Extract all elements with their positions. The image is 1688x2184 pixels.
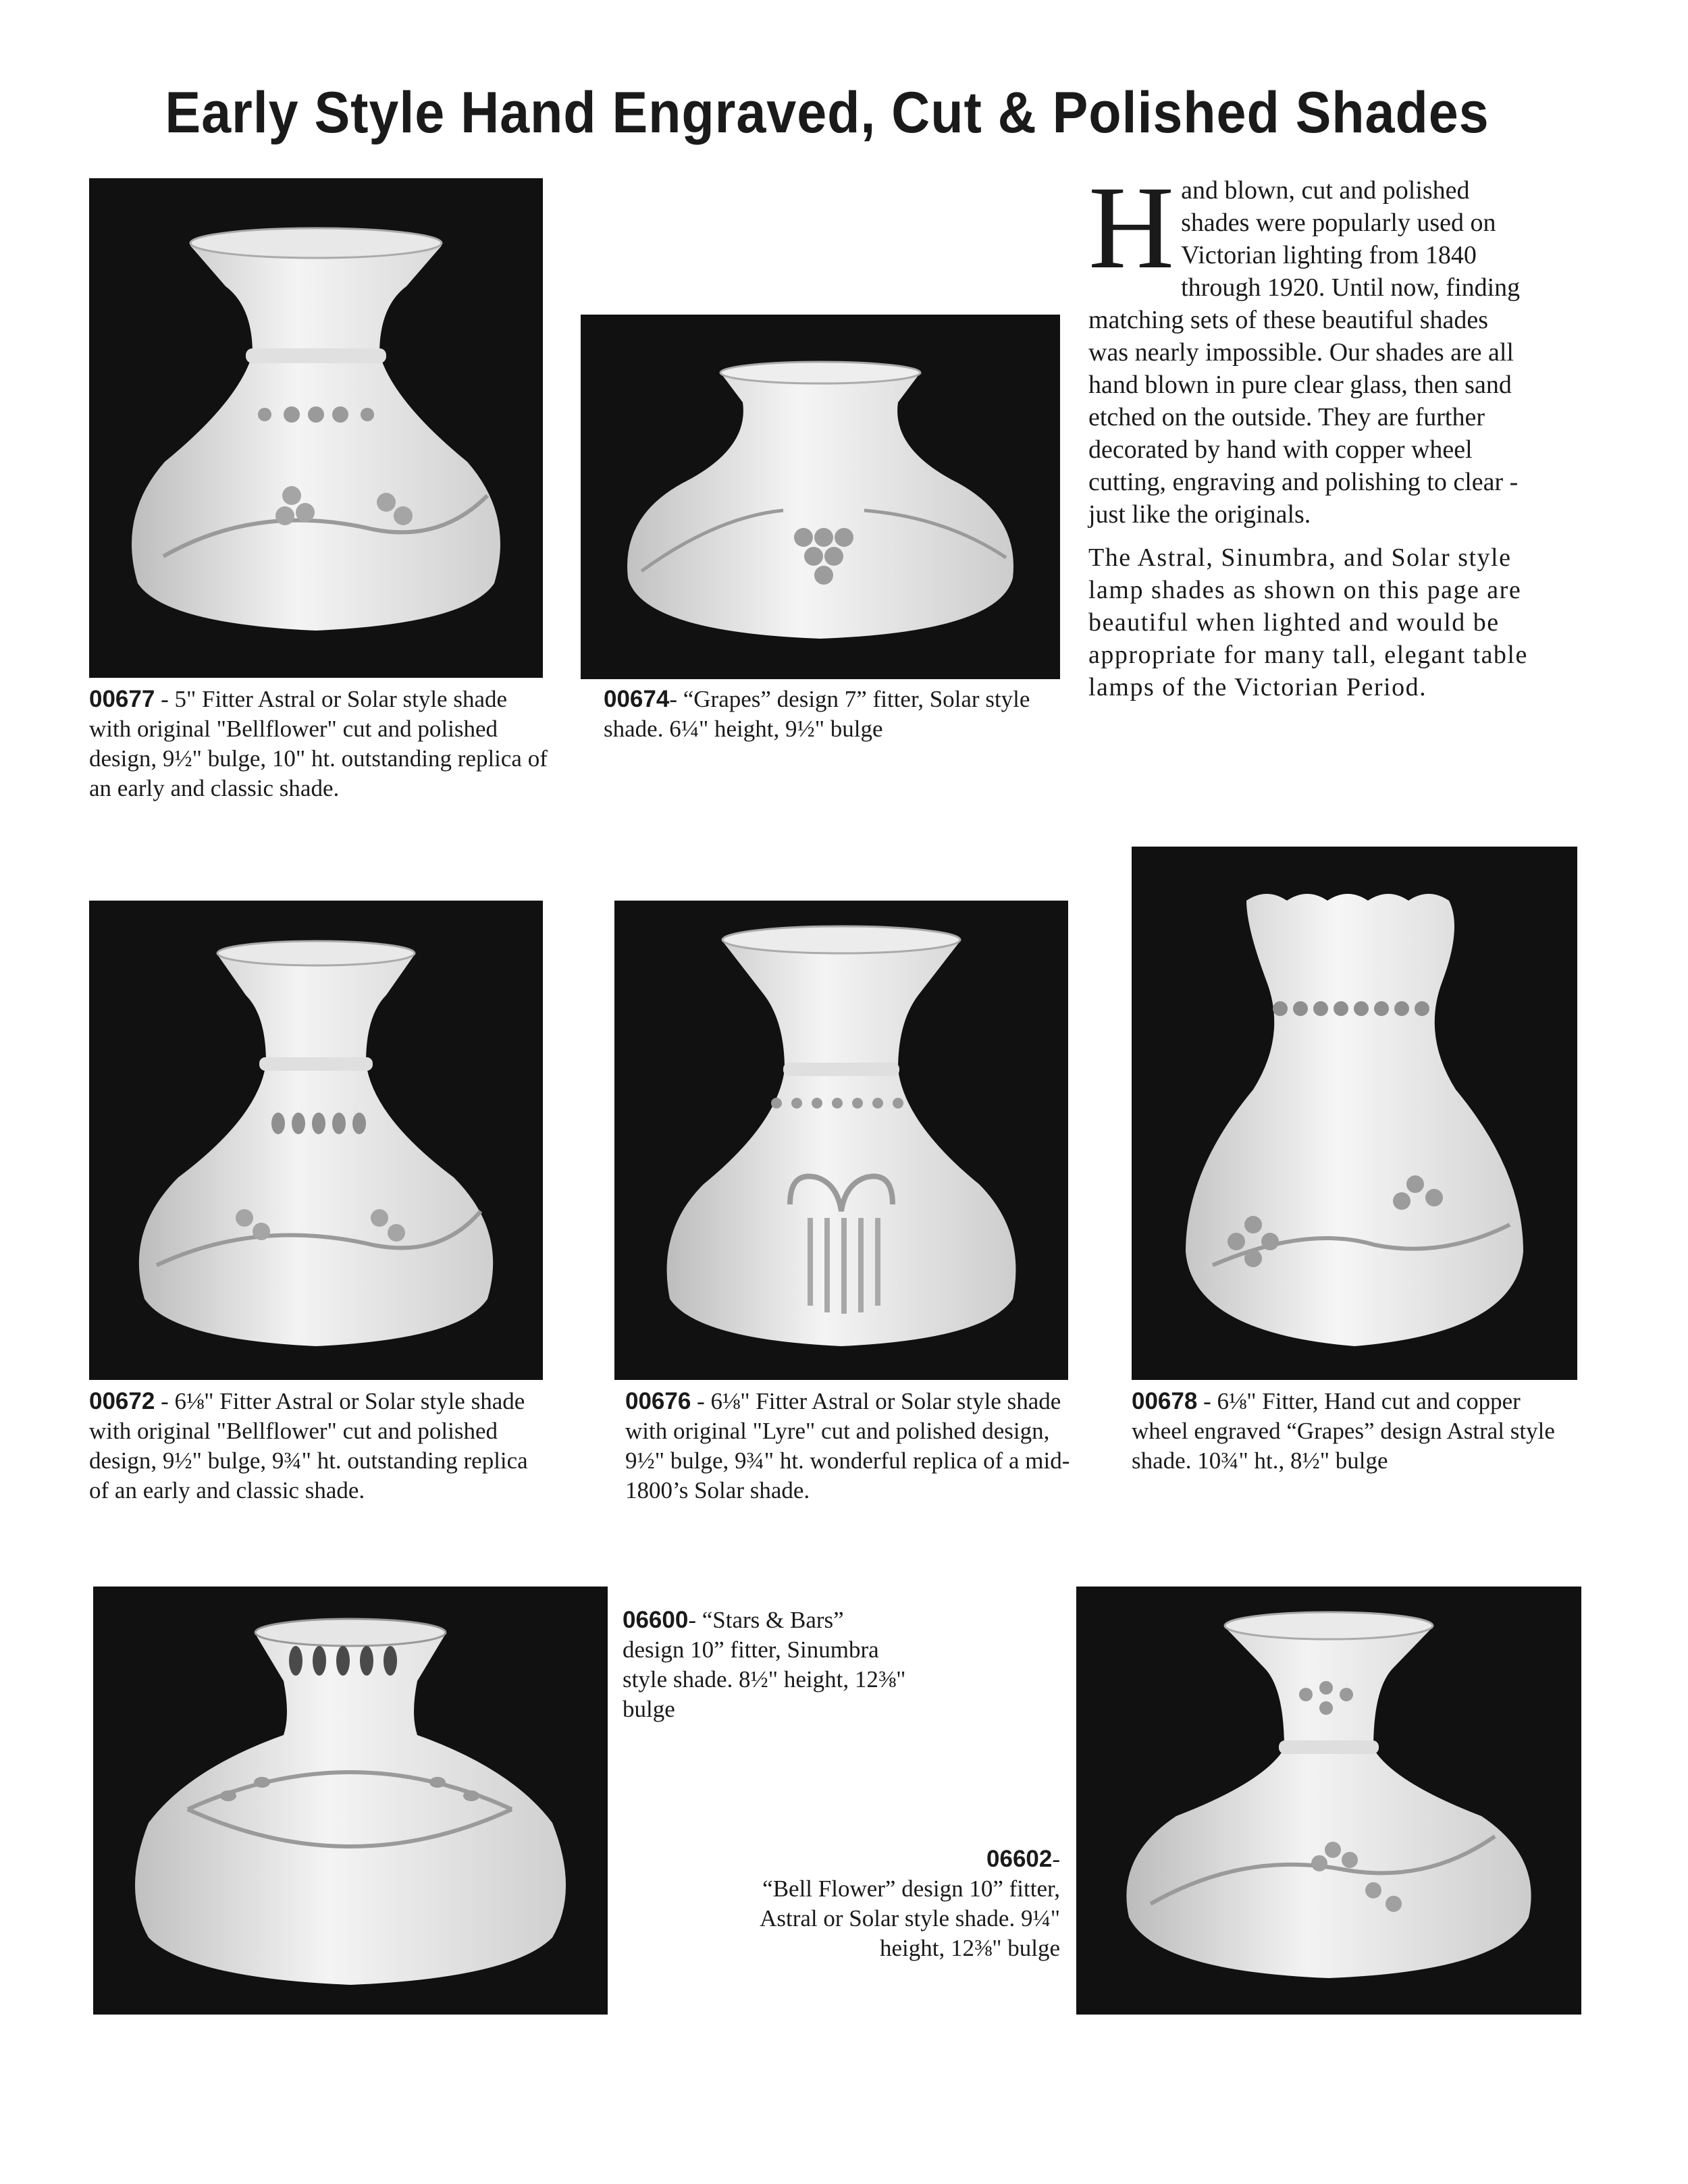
shade-photo-00676 (614, 901, 1068, 1380)
shade-image (581, 315, 1060, 679)
intro-paragraph-2: The Astral, Sinumbra, and Solar style lamp shades as shown on this page are beautiful when lighted and would be appropriate for many tall, elegant table lamps of the Victorian Period. (1088, 543, 1528, 701)
caption-06600 (623, 1605, 906, 1724)
product-description: - “Stars & Bars” design 10” fitter, Sinumbra style shade. 8½" height, 12⅜" bulge (623, 1607, 906, 1722)
product-code: 00677 (89, 686, 155, 712)
shade-image (1132, 847, 1577, 1380)
shade-photo-06600 (93, 1587, 608, 2015)
shade-photo-00678 (1132, 847, 1577, 1380)
product-description: - “Grapes” design 7” fitter, Solar style shade. 6¼" height, 9½" bulge (604, 686, 1030, 742)
intro-text (1088, 162, 1534, 714)
product-code: 00672 (89, 1388, 155, 1414)
caption-00676 (625, 1387, 1084, 1506)
product-code: 00676 (625, 1388, 691, 1414)
shade-photo-00677 (89, 178, 543, 678)
shade-image (93, 1587, 608, 2015)
shade-photo-00674 (581, 315, 1060, 679)
caption-00672 (89, 1387, 548, 1506)
product-code: 00678 (1132, 1388, 1198, 1414)
product-code: 06600 (623, 1607, 689, 1633)
caption-00677 (89, 685, 548, 803)
shade-image (89, 901, 543, 1380)
product-description: - 6⅛" Fitter, Hand cut and copper wheel engraved “Grapes” design Astral style shade. 10¾" ht., 8½" bulge (1132, 1388, 1555, 1474)
page-title: Early Style Hand Engraved, Cut & Polished Shades (165, 80, 1489, 145)
product-description: “Bell Flower” design 10” fitter, Astral or Solar style shade. 9¼" height, 12⅜" bulge (760, 1875, 1060, 1961)
caption-06602 (702, 1844, 1060, 1963)
product-description: - 5" Fitter Astral or Solar style shade with original "Bellflower" cut and polished design, 9½" bulge, 10" ht. outstanding replica of an early and classic shade. (89, 686, 548, 801)
shade-image (89, 178, 543, 678)
product-code-suffix: - (1052, 1846, 1060, 1872)
product-code: 00674 (604, 686, 670, 712)
product-description: - 6⅛" Fitter Astral or Solar style shade with original "Bellflower" cut and polished design, 9½" bulge, 9¾" ht. outstanding replica of an early and classic shade. (89, 1388, 528, 1503)
product-description: - 6⅛" Fitter Astral or Solar style shade with original "Lyre" cut and polished design, 9½" bulge, 9¾" ht. wonderful replica of a mid-1800’s Solar shade. (625, 1388, 1070, 1503)
caption-00678 (1132, 1387, 1564, 1476)
caption-00674 (604, 685, 1063, 744)
intro-paragraph-1-text: and blown, cut and polished shades were popularly used on Victorian lighting from 1840 through 1920. Until now, finding matching sets of these beautiful shades was nearly impossible. Our shades are all hand blown in pure clear glass, then sand etched on the outside. They are further decorated by hand with copper wheel cutting, engraving and polishing to clear - just like the originals. (1088, 176, 1521, 529)
intro-paragraph-1 (1088, 162, 1534, 531)
shade-photo-06602 (1076, 1587, 1581, 2015)
shade-image (614, 901, 1068, 1380)
shade-photo-00672 (89, 901, 543, 1380)
shade-image (1076, 1587, 1581, 2015)
product-code: 06602 (986, 1846, 1053, 1872)
drop-cap: H (1088, 162, 1175, 294)
